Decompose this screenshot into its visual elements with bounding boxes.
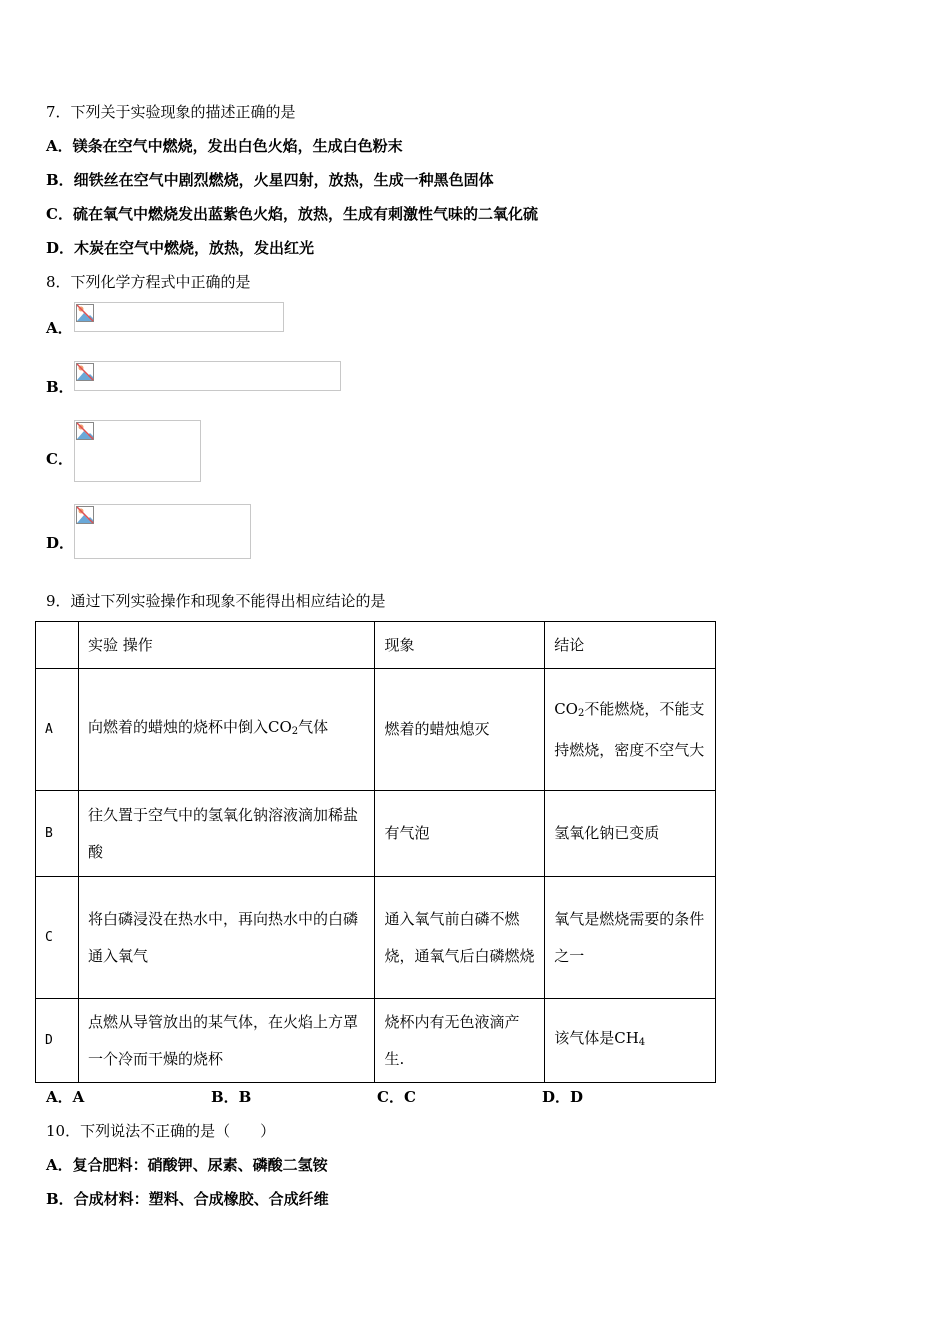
q9-option-a: A．A xyxy=(46,1088,85,1106)
q8-option-d-equation-image xyxy=(74,504,251,559)
row-conclusion: 该气体是$CH_4$ xyxy=(545,999,716,1083)
header-conclusion: 结论 xyxy=(545,622,716,669)
broken-image-icon xyxy=(76,304,94,322)
q9-option-c: C．C xyxy=(377,1088,416,1106)
broken-image-icon xyxy=(76,506,94,524)
q9-stem: 9．通过下列实验操作和现象不能得出相应结论的是 xyxy=(46,592,386,610)
header-phenomenon: 现象 xyxy=(375,622,545,669)
header-operation: 实验 操作 xyxy=(78,622,375,669)
table-header-row xyxy=(36,622,716,669)
header-label xyxy=(36,622,79,669)
q8-option-a-label: A． xyxy=(46,319,73,337)
row-conclusion: $CO_2$不能燃烧，不能支持燃烧，密度不空气大 xyxy=(545,669,716,791)
row-phenomenon: 有气泡 xyxy=(375,791,545,877)
q8-option-d-label: D． xyxy=(46,534,75,552)
q7-option-a: A．镁条在空气中燃烧，发出白色火焰，生成白色粉末 xyxy=(46,137,403,155)
q8-option-b-label: B． xyxy=(46,378,74,396)
row-operation: 往久置于空气中的氢氧化钠溶液滴加稀盐酸 xyxy=(78,791,375,877)
row-operation: 点燃从导管放出的某气体，在火焰上方罩一个冷而干燥的烧杯 xyxy=(78,999,375,1083)
q8-option-c-label: C． xyxy=(46,450,73,468)
row-label: D xyxy=(36,999,79,1083)
q9-experiment-table xyxy=(35,621,716,1083)
table-row xyxy=(36,877,716,999)
q8-option-b-equation-image xyxy=(74,361,341,391)
q7-option-d: D．木炭在空气中燃烧，放热，发出红光 xyxy=(46,239,315,257)
q10-option-a: A．复合肥料：硝酸钾、尿素、磷酸二氢铵 xyxy=(46,1156,328,1174)
q9-option-d: D．D xyxy=(542,1088,584,1106)
row-phenomenon: 烧杯内有无色液滴产生. xyxy=(375,999,545,1083)
q7-option-b: B．细铁丝在空气中剧烈燃烧，火星四射，放热，生成一种黑色固体 xyxy=(46,171,494,189)
broken-image-icon xyxy=(76,422,94,440)
q7-option-c: C．硫在氧气中燃烧发出蓝紫色火焰，放热，生成有刺激性气味的二氧化硫 xyxy=(46,205,538,223)
q9-option-b: B．B xyxy=(211,1088,252,1106)
q7-stem: 7．下列关于实验现象的描述正确的是 xyxy=(46,103,296,121)
row-label: B xyxy=(36,791,79,877)
table-row xyxy=(36,999,716,1083)
table-row xyxy=(36,791,716,877)
row-label: A xyxy=(36,669,79,791)
q10-stem: 10．下列说法不正确的是（ ） xyxy=(46,1122,276,1140)
table-row xyxy=(36,669,716,791)
broken-image-icon xyxy=(76,363,94,381)
q8-option-a-equation-image xyxy=(74,302,284,332)
q8-stem: 8．下列化学方程式中正确的是 xyxy=(46,273,251,291)
row-operation: 将白磷浸没在热水中，再向热水中的白磷通入氧气 xyxy=(78,877,375,999)
row-operation: 向燃着的蜡烛的烧杯中倒入$CO_2$气体 xyxy=(78,669,375,791)
row-phenomenon: 通入氧气前白磷不燃烧，通氧气后白磷燃烧 xyxy=(375,877,545,999)
q10-option-b: B．合成材料：塑料、合成橡胶、合成纤维 xyxy=(46,1190,329,1208)
row-conclusion: 氧气是燃烧需要的条件之一 xyxy=(545,877,716,999)
row-label: C xyxy=(36,877,79,999)
row-conclusion: 氢氧化钠已变质 xyxy=(545,791,716,877)
q8-option-c-equation-image xyxy=(74,420,201,482)
row-phenomenon: 燃着的蜡烛熄灭 xyxy=(375,669,545,791)
